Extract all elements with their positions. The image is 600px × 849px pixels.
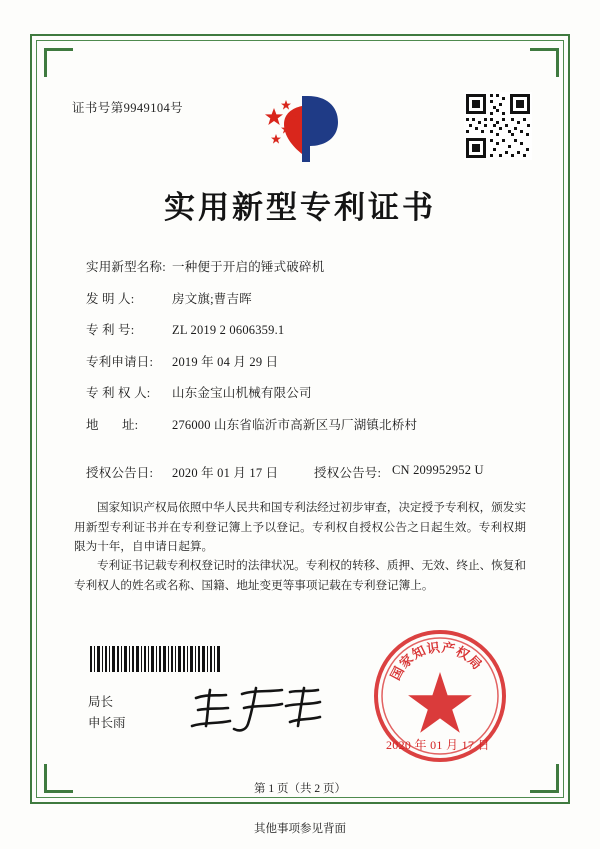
barcode xyxy=(90,646,222,672)
field-value: CN 209952952 U xyxy=(392,463,484,477)
svg-text:家: 家 xyxy=(397,651,417,672)
field-grant-date xyxy=(86,463,314,481)
field-list xyxy=(86,258,516,447)
field-label: 地 址: xyxy=(86,417,139,432)
field-address xyxy=(86,416,516,434)
paragraph-grant-statement: 国家知识产权局依照中华人民共和国专利法经过初步审查，决定授予专利权，颁发实用新型专利证书并在专利登记簿上予以登记。专利权自授权公告之日起生效。专利权期限为十年，自申请日起算。 xyxy=(74,501,526,553)
corner-ornament-top-left xyxy=(44,48,73,77)
page-title: 实用新型专利证书 xyxy=(164,190,436,226)
field-utility-model-name xyxy=(86,258,516,276)
field-value: 2019 年 04 月 29 日 xyxy=(172,354,279,369)
field-application-date xyxy=(86,353,516,371)
signature-block xyxy=(88,692,126,734)
certificate-number: 证书号第9949104号 xyxy=(72,101,184,115)
field-label: 授权公告号: xyxy=(314,466,382,480)
field-patent-number xyxy=(86,321,516,339)
paragraph-registry-statement: 专利证书记载专利权登记时的法律状况。专利权的转移、质押、无效、终止、恢复和专利权人的姓名或名称、国籍、地址变更等事项记载在专利登记簿上。 xyxy=(74,559,526,592)
field-label: 专 利 号: xyxy=(86,323,135,337)
signature-name: 申长雨 xyxy=(88,716,126,730)
field-label: 发 明 人: xyxy=(86,291,135,306)
field-value: 房文旗;曹吉晖 xyxy=(172,291,252,306)
field-label: 专 利 权 人: xyxy=(86,386,151,400)
field-value: 276000 山东省临沂市高新区马厂湖镇北桥村 xyxy=(172,417,418,432)
field-value: ZL 2019 2 0606359.1 xyxy=(172,323,285,337)
cnipa-emblem-icon xyxy=(262,92,346,166)
grant-announcement-row xyxy=(86,463,526,481)
signature-title: 局长 xyxy=(88,695,114,709)
svg-text:权: 权 xyxy=(453,644,472,664)
corner-ornament-top-right xyxy=(530,48,559,77)
svg-text:产: 产 xyxy=(440,640,456,658)
field-value: 山东金宝山机械有限公司 xyxy=(172,386,312,400)
handwritten-signature xyxy=(186,684,326,736)
field-label: 实用新型名称: xyxy=(86,260,166,274)
field-value: 一种便于开启的锤式破碎机 xyxy=(172,260,325,274)
field-label: 专利申请日: xyxy=(86,354,154,369)
page-number: 第 1 页（共 2 页） xyxy=(254,783,346,795)
field-value: 2020 年 01 月 17 日 xyxy=(172,466,279,480)
svg-text:国: 国 xyxy=(388,664,408,683)
footer-note: 其他事项参见背面 xyxy=(254,823,346,835)
svg-text:局: 局 xyxy=(464,653,485,673)
field-patentee xyxy=(86,384,516,402)
field-label: 授权公告日: xyxy=(86,466,154,480)
svg-text:知: 知 xyxy=(410,643,429,663)
svg-text:识: 识 xyxy=(425,640,441,658)
seal-date: 2020 年 01 月 17 日 xyxy=(386,738,490,752)
field-inventor xyxy=(86,290,516,308)
qr-code xyxy=(464,92,532,160)
field-announcement-number xyxy=(314,463,484,481)
